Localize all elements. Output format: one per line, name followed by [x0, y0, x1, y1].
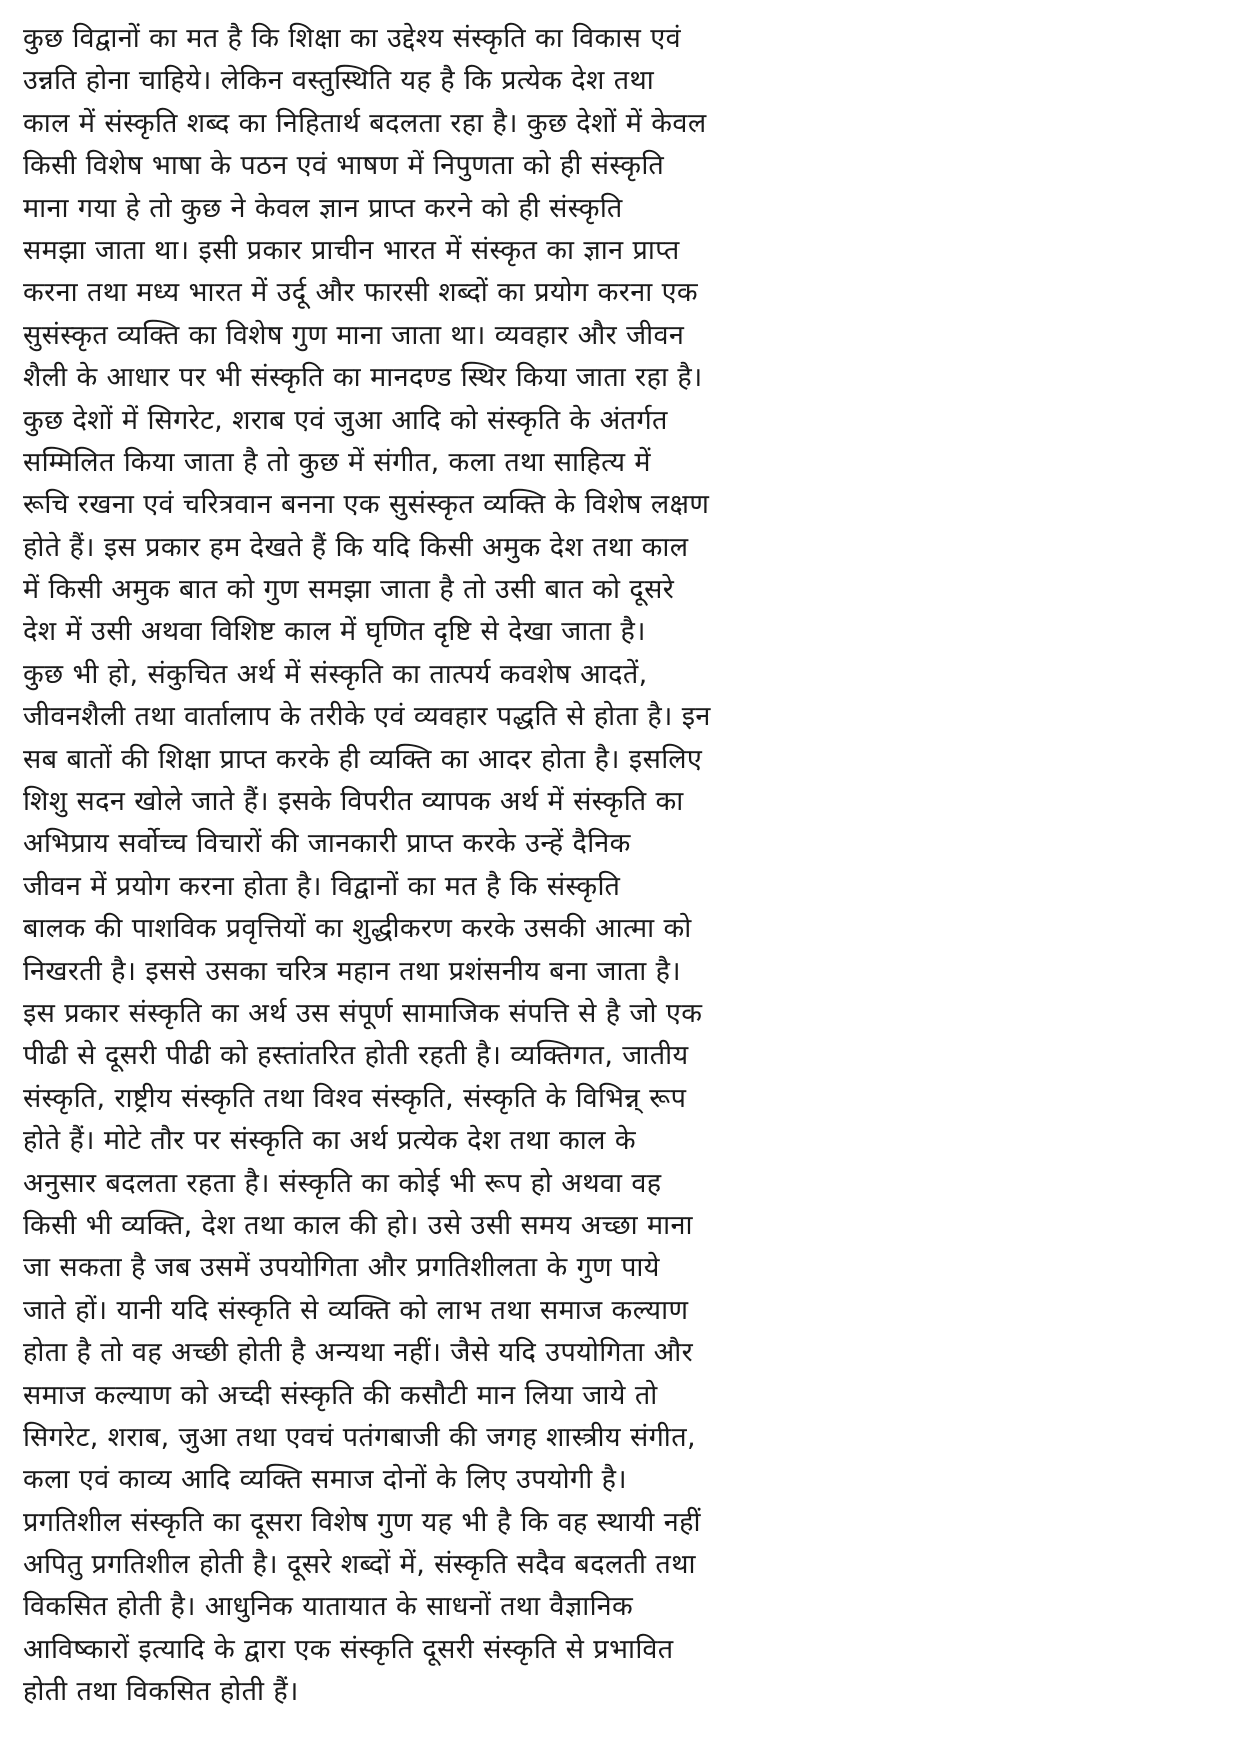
text-line: होती तथा विकसित होती हैं। [23, 1676, 299, 1708]
text-line: किसी भी व्यक्ति, देश तथा काल की हो। उसे उसी समय अच्छा माना [23, 1209, 693, 1241]
text-line: जाते हों। यानी यदि संस्कृति से व्यक्ति को लाभ तथा समाज कल्याण [23, 1294, 689, 1326]
text-line: निखरती है। इससे उसका चरित्र महान तथा प्रशंसनीय बना जाता है। [23, 955, 681, 987]
text-line: कुछ भी हो, संकुचित अर्थ में संस्कृति का तात्पर्य कवशेष आदतें, [23, 658, 648, 690]
text-line: रूचि रखना एवं चरित्रवान बनना एक सुसंस्कृत व्यक्ति के विशेष लक्षण [23, 489, 710, 521]
text-line: समझा जाता था। इसी प्रकार प्राचीन भारत में संस्कृत का ज्ञान प्राप्त [23, 234, 680, 266]
document-page [23, 18, 1203, 1714]
text-line: अनुसार बदलता रहता है। संस्कृति का कोई भी रूप हो अथवा वह [23, 1167, 662, 1199]
text-line: माना गया हे तो कुछ ने केवल ज्ञान प्राप्त करने को ही संस्कृति [23, 192, 623, 224]
text-line: होते हैं। इस प्रकार हम देखते हैं कि यदि किसी अमुक देश तथा काल [23, 531, 689, 563]
text-line: होता है तो वह अच्छी होती है अन्यथा नहीं। जैसे यदि उपयोगिता और [23, 1337, 694, 1369]
text-line: कला एवं काव्य आदि व्यक्ति समाज दोनों के लिए उपयोगी है। [23, 1464, 627, 1496]
text-line: विकसित होती है। आधुनिक यातायात के साधनों तथा वैज्ञानिक [23, 1591, 634, 1623]
text-line: देश में उसी अथवा विशिष्ट काल में घृणित दृष्टि से देखा जाता है। [23, 616, 646, 648]
text-line: किसी विशेष भाषा के पठन एवं भाषण में निपुणता को ही संस्कृति [23, 150, 665, 182]
text-line: सुसंस्कृत व्यक्ति का विशेष गुण माना जाता था। व्यवहार और जीवन [23, 319, 685, 351]
text-line: अपितु प्रगतिशील होती है। दूसरे शब्दों में, संस्कृति सदैव बदलती तथा [23, 1549, 696, 1581]
text-line: कुछ देशों में सिगरेट, शराब एवं जुआ आदि को संस्कृति के अंतर्गत [23, 404, 668, 436]
text-line: में किसी अमुक बात को गुण समझा जाता है तो उसी बात को दूसरे [23, 574, 675, 606]
text-line: सिगरेट, शराब, जुआ तथा एवचं पतंगबाजी की जगह शास्त्रीय संगीत, [23, 1421, 696, 1453]
text-line: शिशु सदन खोले जाते हैं। इसके विपरीत व्यापक अर्थ में संस्कृति का [23, 786, 684, 818]
text-line: उन्नति होना चाहिये। लेकिन वस्तुस्थिति यह है कि प्रत्येक देश तथा [23, 65, 655, 97]
text-line: अभिप्राय सर्वोच्च विचारों की जानकारी प्राप्त करके उन्हें दैनिक [23, 828, 631, 860]
text-line: जा सकता है जब उसमें उपयोगिता और प्रगतिशीलता के गुण पाये [23, 1252, 660, 1284]
text-line: बालक की पाशविक प्रवृत्तियों का शुद्धीकरण करके उसकी आत्मा को [23, 913, 692, 945]
text-line: प्रगतिशील संस्कृति का दूसरा विशेष गुण यह भी है कि वह स्थायी नहीं [23, 1506, 701, 1538]
text-line: पीढी से दूसरी पीढी को हस्तांतरित होती रहती है। व्यक्तिगत, जातीय [23, 1040, 689, 1072]
text-line: समाज कल्याण को अच्दी संस्कृति की कसौटी मान लिया जाये तो [23, 1379, 658, 1411]
text-line: करना तथा मध्य भारत में उर्दू और फारसी शब्दों का प्रयोग करना एक [23, 277, 699, 309]
text-line: कुछ विद्वानों का मत है कि शिक्षा का उद्देश्य संस्कृति का विकास एवं [23, 23, 682, 54]
text-line: जीवन में प्रयोग करना होता है। विद्वानों का मत है कि संस्कृति [23, 870, 621, 902]
text-line: सम्मिलित किया जाता है तो कुछ में संगीत, कला तथा साहित्य में [23, 446, 651, 478]
text-line: इस प्रकार संस्कृति का अर्थ उस संपूर्ण सामाजिक संपत्ति से है जो एक [23, 997, 703, 1029]
text-line: जीवनशैली तथा वार्तालाप के तरीके एवं व्यवहार पद्धति से होता है। इन [23, 701, 711, 733]
text-line: शैली के आधार पर भी संस्कृति का मानदण्ड स्थिर किया जाता रहा है। [23, 362, 703, 394]
text-line: होते हैं। मोटे तौर पर संस्कृति का अर्थ प्रत्येक देश तथा काल के [23, 1125, 637, 1157]
text-line: काल में संस्कृति शब्द का निहितार्थ बदलता रहा है। कुछ देशों में केवल [23, 107, 707, 139]
text-line: सब बातों की शिक्षा प्राप्त करके ही व्यक्ति का आदर होता है। इसलिए [23, 743, 703, 775]
text-line: आविष्कारों इत्यादि के द्वारा एक संस्कृति दूसरी संस्कृति से प्रभावित [23, 1633, 674, 1665]
text-line: संस्कृति, राष्ट्रीय संस्कृति तथा विश्व संस्कृति, संस्कृति के विभिन्न् रूप [23, 1082, 687, 1114]
